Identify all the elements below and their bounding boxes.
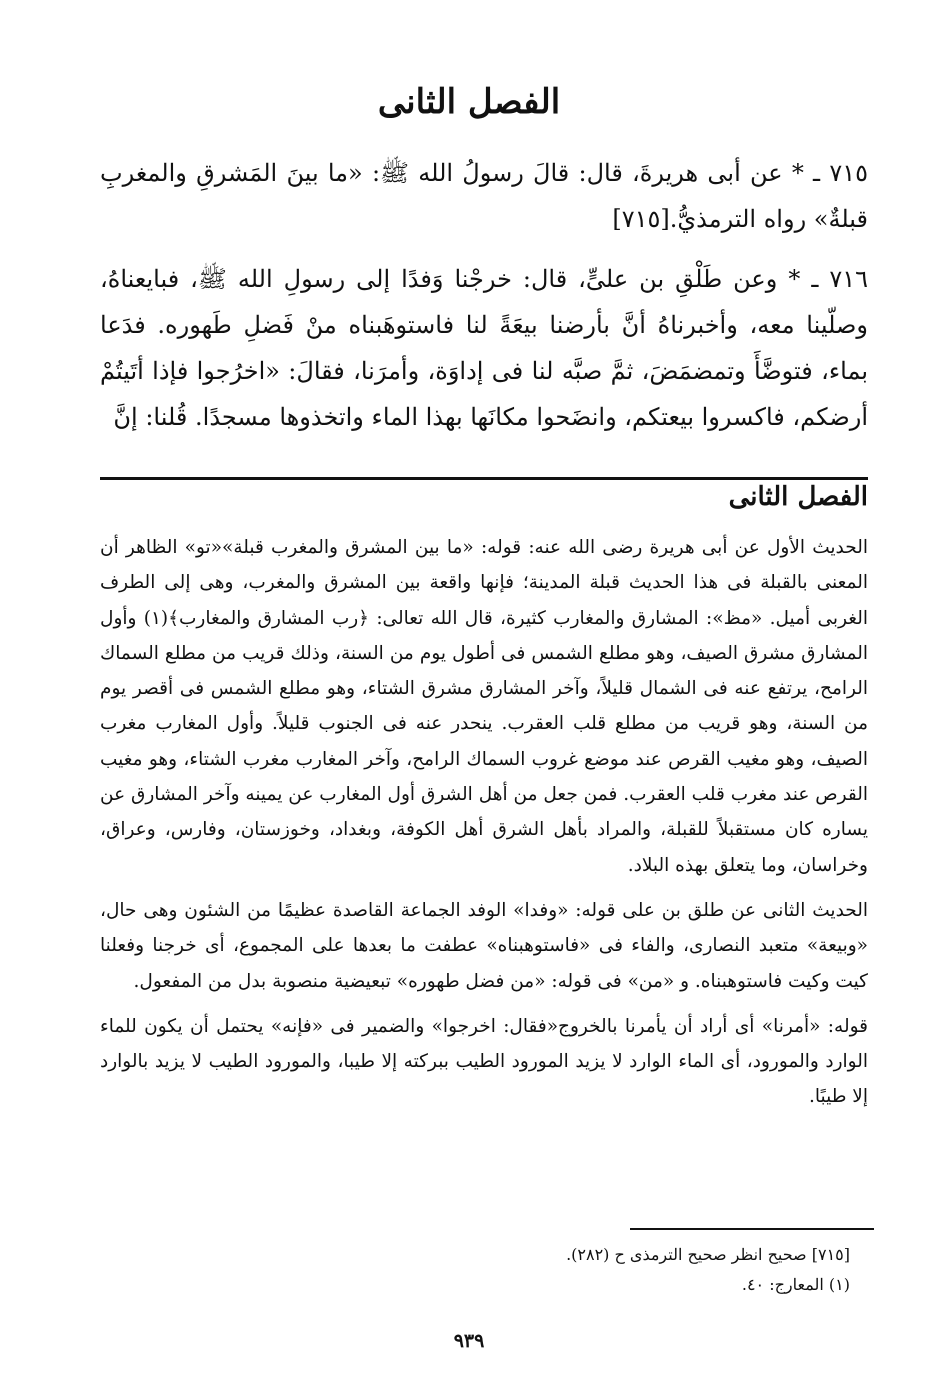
commentary-paragraph: الحديث الأول عن أبى هريرة رضى الله عنه: قوله: «ما بين المشرق والمغرب قبلة»«تو» الظاهر أن المعنى بالقبلة فى هذا الحديث قبلة المدينة؛ فإنها واقعة بين المشرق والمغرب، وهى إلى الطرف الغربى أميل. «مظ»: المشارق والمغارب كثيرة، قال الله تعالى: ﴿رب المشارق والمغارب﴾(١) وأول المشارق مشرق الصيف، وهو مطلع الشمس فى أطول يوم من السنة، وذلك قريب من مطلع السماك الرامح، يرتفع عنه فى الشمال قليلاً، وآخر المشارق مشرق الشتاء، وهو مطلع الشمس فى أقصر يوم من السنة، وهو قريب من مطلع قلب العقرب. ينحدر عنه فى الجنوب قليلاً. وأول المغارب مغرب الصيف، وهو مغيب القرص عند موضع غروب السماك الرامح، وآخر المغارب مغرب الشتاء، وهو مغيب القرص عند مغرب قلب العقرب. فمن جعل من أهل الشرق أول المغارب عن يمينه وآخر المشارق عن يساره كان مستقبلاً للقبلة، والمراد بأهل الشرق أهل الكوفة، وبغداد، وخوزستان، وفارس، وعراق، وخراسان، وما يتعلق بهذه البلاد. [100,537,868,876]
footnote-divider [630,1228,874,1230]
hadith-715: ٧١٥ ـ * عن أبى هريرةَ، قال: قالَ رسولُ الله ﷺ: «ما بينَ المَشرقِ والمغربِ قبلةٌ» رواه الترمذيُّ.[٧١٥] [100,159,868,233]
footnote-reference: (١) المعارج: ٤٠. [741,1275,850,1294]
commentary-paragraph: الحديث الثانى عن طلق بن على قوله: «وفدا» الوفد الجماعة القاصدة عظيمًا من الشئون وهى حال، «وبيعة» متعبد النصارى، والفاء فى «فاستوهبناه» عطفت ما بعدها على المجموع، أى خرجنا وفعلنا كيت وكيت فاستوهبناه. و «من» فى قوله: «من فضل طهوره» تبعيضية منصوبة بدل من المفعول. [100,899,868,992]
hadith-716: ٧١٦ ـ * وعن طَلْقِ بن علىٍّ، قال: خرجْنا وَفدًا إلى رسولِ الله ﷺ، فبايعناهُ، وصلّينا معه، وأخبرناهُ أنَّ بأرضنا بيعَةً لنا فاستوهَبناه منْ فَضلِ طَهوره. فدَعا بماء، فتوضَّأَ وتمضمَضَ، ثمَّ صبَّه لنا فى إداوَة، وأمرَنا، فقالَ: «اخرُجوا فإذا أتَيتُمْ أرضكم، فاكسروا بيعتكم، وانضَحوا مكانَها بهذا الماء واتخذوها مسجدًا. قُلنا: إنَّ [100,265,869,431]
commentary-heading: الفصل الثانى [728,482,868,512]
section-heading: الفصل الثانى [377,82,561,122]
commentary-text [100,530,868,1125]
commentary-paragraph: قوله: «أمرنا» أى أراد أن يأمرنا بالخروج«فقال: اخرجوا» والضمير فى «فإنه» يحتمل أن يكون للماء الوارد والمورود، أى الماء الوارد لا يزيد المورود الطيب ببركته إلا طيبا، والمورود الطيب لا يزيد بالوارد إلا طيبًا. [100,1015,868,1108]
page-number: ٩٣٩ [453,1330,485,1352]
hadith-text [100,150,868,454]
footnote-takhrij: [٧١٥] صحيح انظر صحيح الترمذى ح (٢٨٢). [566,1245,850,1264]
footnotes [100,1240,850,1300]
section-divider [100,477,868,480]
